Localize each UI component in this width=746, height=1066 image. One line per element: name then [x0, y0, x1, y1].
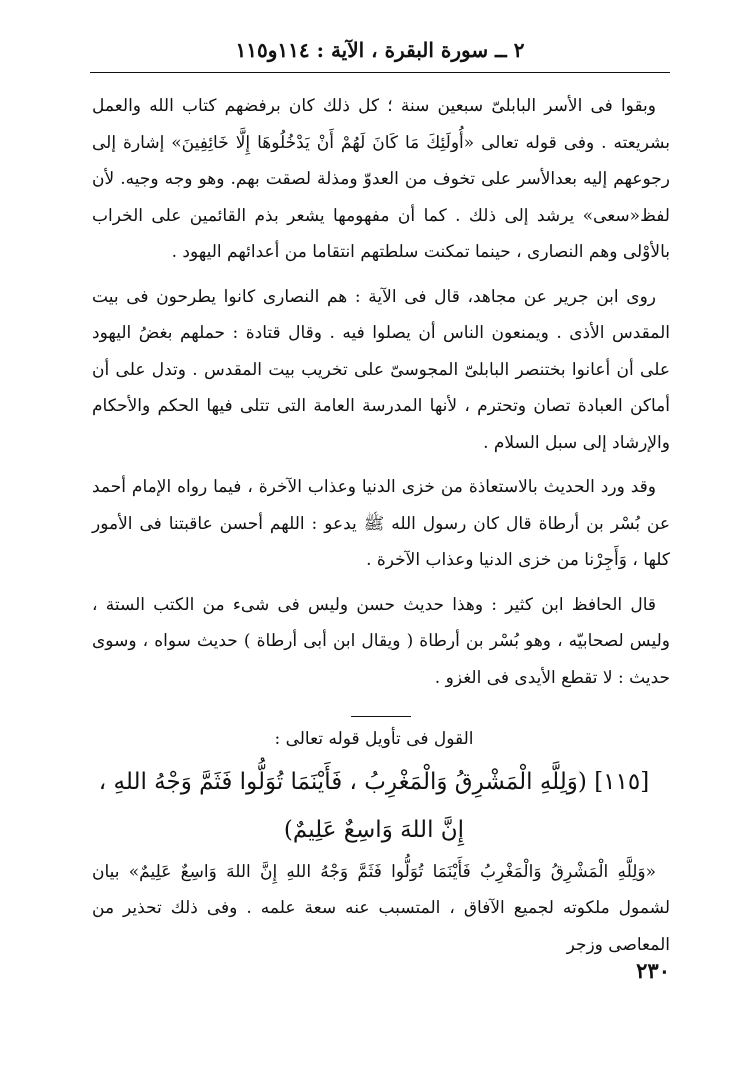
- section-divider: [351, 716, 411, 717]
- paragraph-2: روى ابن جرير عن مجاهد، قال فى الآية : هم النصارى كانوا يطرحون فى بيت المقدس الأذى . ويمنعون الناس أن يصلوا فيه . وقال قتادة : حملهم بغضُ اليهود على أن أعانوا بختنصر البابلىّ المجوسىّ على تخريب بيت المقدس . وتدل على أن أماكن العبادة تصان وتحترم ، لأنها المدرسة العامة التى تتلى فيها الحكم والأحكام والإرشاد إلى سبل السلام .: [92, 286, 670, 453]
- header-rule: [90, 72, 670, 73]
- verse-line-1: [١١٥] (وَلِلَّهِ الْمَشْرِقُ وَالْمَغْرِبُ ، فَأَيْنَمَا تُوَلُّوا فَثَمَّ وَجْهُ اللهِ ،: [98, 768, 650, 795]
- section-heading: القول فى تأويل قوله تعالى :: [274, 729, 474, 749]
- paragraph-3: وقد ورد الحديث بالاستعاذة من خزى الدنيا وعذاب الآخرة ، فيما رواه الإمام أحمد عن بُسْر بن أرطاة قال كان رسول الله ﷺ يدعو : اللهم أحسن عاقبتنا فى الأمور كلها ، وَأَجِرْنا من خزى الدنيا وعذاب الآخرة .: [92, 477, 670, 570]
- page-body: [92, 88, 670, 963]
- paragraph-4: قال الحافظ ابن كثير : وهذا حديث حسن وليس فى شىء من الكتب الستة ، وليس لصحابيّه ، وهو بُسْر بن أرطاة ( ويقال ابن أبى أرطاة ) حديث سواه ، وسوى حديث : لا تقطع الأيدى فى الغزو .: [92, 594, 670, 688]
- paragraph-1: وبقوا فى الأسر البابلىّ سبعين سنة ؛ كل ذلك كان برفضهم كتاب الله والعمل بشريعته . وفى قوله تعالى «أُولَئِكَ مَا كَانَ لَهُمْ أَنْ يَدْخُلُوهَا إِلَّا خَائِفِينَ» إشارة إلى رجوعهم إليه بعدالأسر على تخوف من العدوّ ومذلة لصقت بهم. وهو وجه وجيه. لأن لفظ«سعى» يرشد إلى ذلك . كما أن مفهومها يشعر بذم القائمين على الخراب بالأوْلى وهم النصارى ، حينما تمكنت سلطتهم انتقاما من أعدائهم اليهود .: [92, 96, 670, 262]
- verse-line-2: إِنَّ اللهَ وَاسِعٌ عَلِيمٌ): [283, 816, 465, 843]
- page-number: ٢٣٠: [636, 958, 670, 983]
- verse-commentary: «وَلِلَّهِ الْمَشْرِقُ وَالْمَغْرِبُ فَأَيْنَمَا تُوَلُّوا فَثَمَّ وَجْهُ اللهِ إِنَّ اللهَ وَاسِعٌ عَلِيمٌ» بيان لشمول ملكوته لجميع الآفاق ، المتسبب عنه سعة علمه . وفى ذلك تحذير من المعاصى وزجر: [92, 861, 670, 955]
- running-header: ٢ ــ سورة البقرة ، الآية : ١١٤و١١٥: [235, 38, 525, 62]
